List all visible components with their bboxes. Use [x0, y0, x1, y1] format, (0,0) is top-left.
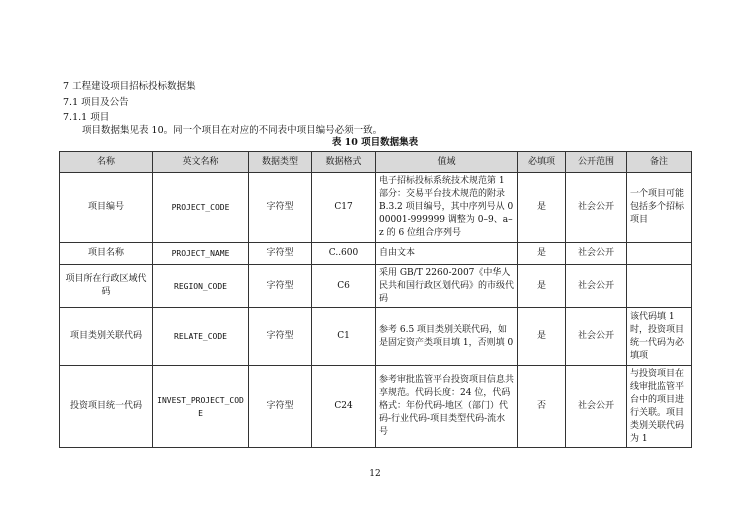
cell-data-format: C1: [312, 308, 376, 366]
header-english-name: 英文名称: [153, 152, 249, 173]
table-row: [60, 173, 692, 243]
cell-public-scope: 社会公开: [566, 265, 627, 308]
cell-data-format: C..600: [312, 243, 376, 265]
cell-data-type: 字符型: [249, 366, 312, 448]
header-public-scope: 公开范围: [566, 152, 627, 173]
cell-name: 项目名称: [60, 243, 153, 265]
cell-value-domain: 自由文本: [376, 243, 518, 265]
cell-english-name: REGION_CODE: [153, 265, 249, 308]
table-row: [60, 265, 692, 308]
cell-data-type: 字符型: [249, 265, 312, 308]
cell-data-type: 字符型: [249, 243, 312, 265]
cell-required: 是: [518, 265, 566, 308]
cell-data-format: C24: [312, 366, 376, 448]
cell-name: 项目所在行政区域代码: [60, 265, 153, 308]
header-note: 备注: [627, 152, 692, 173]
cell-name: 项目类别关联代码: [60, 308, 153, 366]
cell-required: 是: [518, 173, 566, 243]
table-row: [60, 366, 692, 448]
table-row: [60, 308, 692, 366]
header-name: 名称: [60, 152, 153, 173]
cell-required: 否: [518, 366, 566, 448]
cell-data-type: 字符型: [249, 173, 312, 243]
cell-value-domain: 参考审批监管平台投资项目信息共享规范。代码长度：24 位，代码格式：年份代码-地区（部门）代码-行业代码-项目类型代码-流水号: [376, 366, 518, 448]
cell-name: 投资项目统一代码: [60, 366, 153, 448]
cell-english-name: INVEST_PROJECT_CODE: [153, 366, 249, 448]
cell-note: [627, 265, 692, 308]
table-row: [60, 243, 692, 265]
cell-note: 该代码填 1 时，投资项目统一代码为必填项: [627, 308, 692, 366]
header-data-type: 数据类型: [249, 152, 312, 173]
cell-value-domain: 电子招标投标系统技术规范第 1 部分：交易平台技术规范的附录 B.3.2 项目编号，其中序列号从 000001-999999 调整为 0–9、a–z 的 6 位组合序列号: [376, 173, 518, 243]
cell-english-name: PROJECT_NAME: [153, 243, 249, 265]
cell-required: 是: [518, 243, 566, 265]
cell-data-type: 字符型: [249, 308, 312, 366]
cell-public-scope: 社会公开: [566, 366, 627, 448]
cell-note: [627, 243, 692, 265]
cell-public-scope: 社会公开: [566, 243, 627, 265]
cell-data-format: C17: [312, 173, 376, 243]
cell-note: 与投资项目在线审批监管平台中的项目进行关联。项目类别关联代码为 1: [627, 366, 692, 448]
sub-subsection-heading: 7.1.1 项目: [63, 112, 110, 123]
table-header-row: [60, 152, 692, 173]
page-number: 12: [369, 469, 381, 479]
header-value-domain: 值域: [376, 152, 518, 173]
cell-required: 是: [518, 308, 566, 366]
header-data-format: 数据格式: [312, 152, 376, 173]
section-heading: 7 工程建设项目招标投标数据集: [63, 81, 196, 92]
cell-data-format: C6: [312, 265, 376, 308]
subsection-heading: 7.1 项目及公告: [63, 97, 129, 108]
cell-english-name: RELATE_CODE: [153, 308, 249, 366]
cell-name: 项目编号: [60, 173, 153, 243]
cell-public-scope: 社会公开: [566, 173, 627, 243]
cell-public-scope: 社会公开: [566, 308, 627, 366]
cell-english-name: PROJECT_CODE: [153, 173, 249, 243]
cell-note: 一个项目可能包括多个招标项目: [627, 173, 692, 243]
project-dataset-table: [59, 151, 692, 448]
table-title: 表 10 项目数据集表: [331, 137, 419, 148]
intro-paragraph: 项目数据集见表 10。同一个项目在对应的不同表中项目编号必须一致。: [82, 125, 383, 136]
header-required: 必填项: [518, 152, 566, 173]
cell-value-domain: 采用 GB/T 2260-2007《中华人民共和国行政区划代码》的市级代码: [376, 265, 518, 308]
cell-value-domain: 参考 6.5 项目类别关联代码，如是固定资产类项目填 1，否则填 0: [376, 308, 518, 366]
